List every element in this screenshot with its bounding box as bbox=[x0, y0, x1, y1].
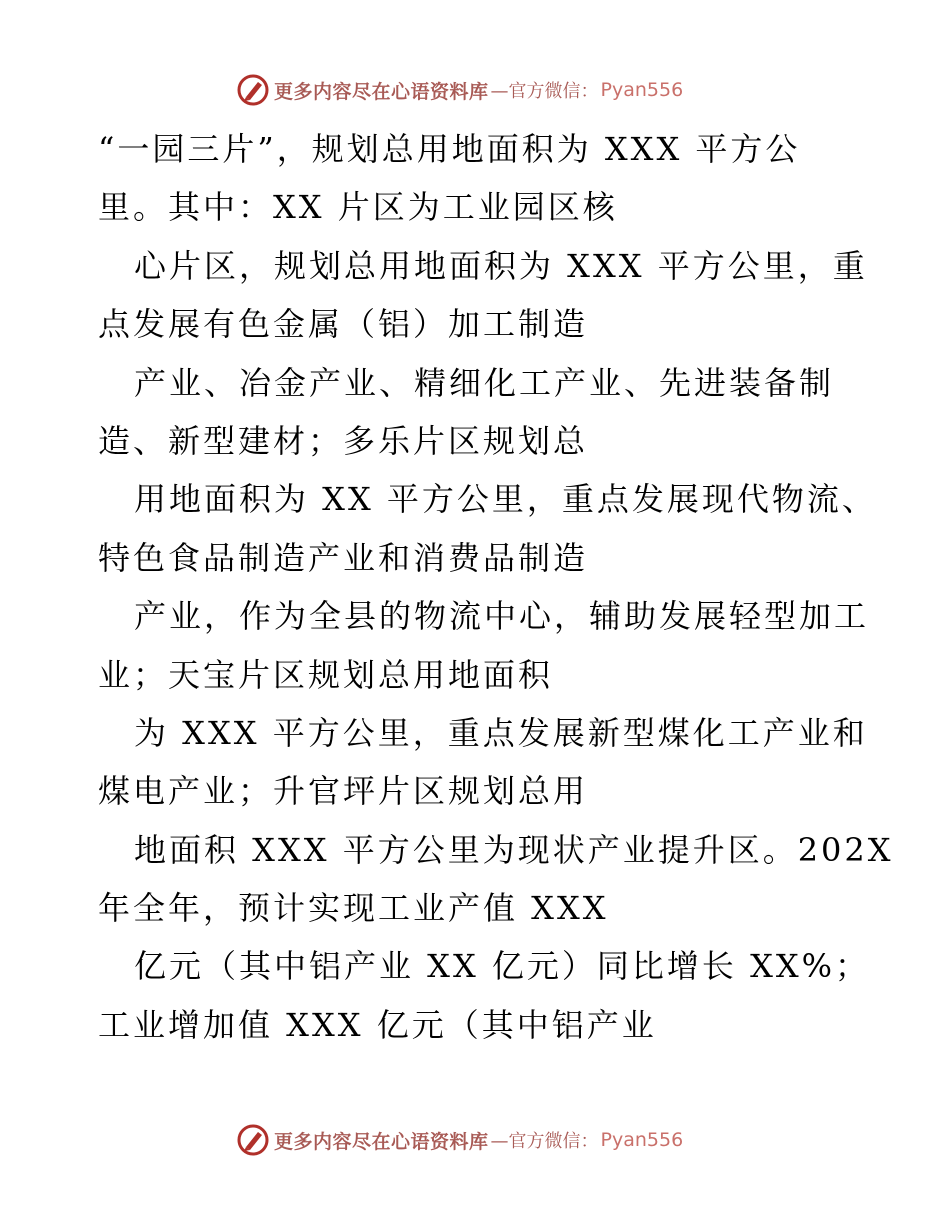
text-line: 地面积 XXX 平方公里为现状产业提升区。202X bbox=[134, 830, 894, 869]
text-line: 年全年，预计实现工业产值 XXX bbox=[98, 889, 609, 928]
text-line: 产业、冶金产业、精细化工产业、先进装备制 bbox=[134, 363, 835, 402]
text-line: 煤电产业；升官坪片区规划总用 bbox=[98, 772, 589, 811]
text-line: 亿元（其中铝产业 XX 亿元）同比增长 XX%； bbox=[134, 947, 871, 986]
watermark-text: 更多内容尽在心语资料库 bbox=[274, 80, 489, 103]
watermark-handle: Pyan556 bbox=[600, 79, 684, 101]
text-line: 用地面积为 XX 平方公里，重点发展现代物流、 bbox=[134, 480, 877, 519]
header-watermark bbox=[236, 72, 683, 108]
watermark-separator: —官方微信： bbox=[490, 81, 599, 102]
text-line: 里。其中：XX 片区为工业园区核 bbox=[98, 188, 618, 227]
text-line: “一园三片”，规划总用地面积为 XXX 平方公 bbox=[98, 130, 801, 168]
text-line: 特色食品制造产业和消费品制造 bbox=[98, 538, 589, 577]
watermark-handle: Pyan556 bbox=[600, 1129, 684, 1151]
text-line: 为 XXX 平方公里，重点发展新型煤化工产业和 bbox=[134, 713, 868, 752]
document-body bbox=[98, 120, 894, 1054]
text-line: 工业增加值 XXX 亿元（其中铝产业 bbox=[98, 1005, 657, 1044]
text-line: 造、新型建材；多乐片区规划总 bbox=[98, 421, 589, 460]
pen-circle-icon bbox=[236, 73, 270, 107]
watermark-text: 更多内容尽在心语资料库 bbox=[274, 1130, 489, 1153]
text-line: 点发展有色金属（铝）加工制造 bbox=[98, 305, 589, 344]
watermark-separator: —官方微信： bbox=[490, 1131, 599, 1152]
text-line: 业；天宝片区规划总用地面积 bbox=[98, 655, 554, 694]
text-line: 产业，作为全县的物流中心，辅助发展轻型加工 bbox=[134, 597, 870, 636]
text-line: 心片区，规划总用地面积为 XXX 平方公里，重 bbox=[134, 246, 868, 285]
footer-watermark bbox=[236, 1122, 683, 1158]
pen-circle-icon bbox=[236, 1123, 270, 1157]
